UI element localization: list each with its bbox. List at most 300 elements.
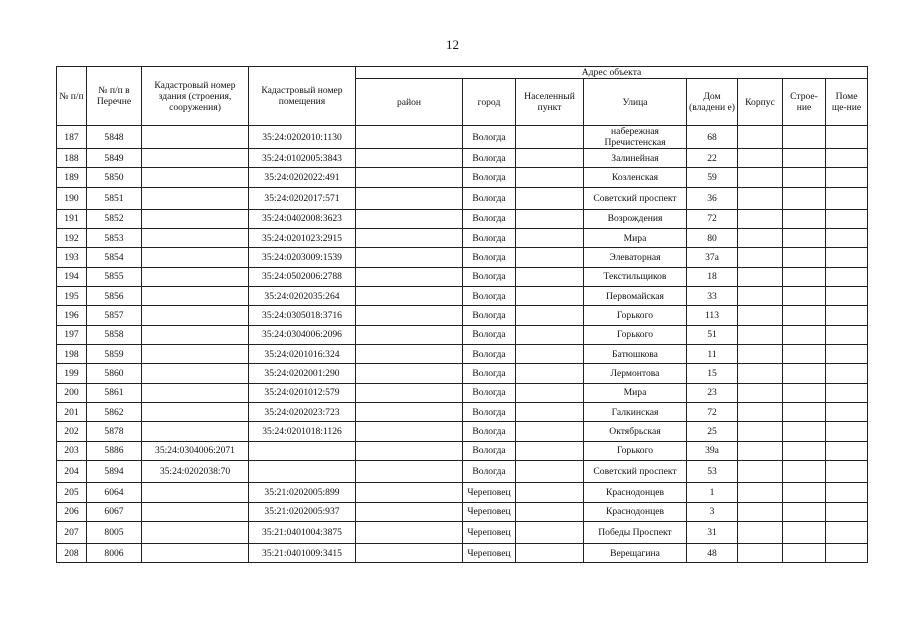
district-cell [356, 521, 463, 543]
street-cell: Советский проспект [584, 461, 687, 483]
building-cell [783, 306, 826, 325]
cadastral-building-cell [142, 521, 249, 543]
cadastral-building-cell [142, 483, 249, 502]
house-cell: 11 [687, 345, 738, 364]
building-cell [783, 325, 826, 344]
list-number: 5851 [87, 187, 142, 209]
cadastral-building-cell [142, 403, 249, 422]
cadastral-building-cell [142, 248, 249, 267]
street-cell: Галкинская [584, 403, 687, 422]
room-cell [826, 168, 868, 187]
cadastral-building-cell [142, 126, 249, 149]
table-row [57, 345, 868, 364]
korpus-cell [738, 403, 783, 422]
city-cell: Вологда [463, 422, 516, 441]
street-cell: Возрождения [584, 209, 687, 228]
row-number: 207 [57, 521, 87, 543]
house-cell: 22 [687, 149, 738, 168]
building-cell [783, 521, 826, 543]
list-number: 5854 [87, 248, 142, 267]
cadastral-premise-cell: 35:21:0202005:937 [249, 502, 356, 521]
city-cell: Череповец [463, 543, 516, 562]
header-settlement: Населенный пункт [516, 79, 584, 126]
city-cell: Вологда [463, 287, 516, 306]
header-cadastral-building: Кадастровый номер здания (строения, сооружения) [142, 67, 249, 126]
table-body [57, 126, 868, 563]
district-cell [356, 325, 463, 344]
street-cell: Советский проспект [584, 187, 687, 209]
building-cell [783, 483, 826, 502]
house-cell: 36 [687, 187, 738, 209]
row-number: 198 [57, 345, 87, 364]
korpus-cell [738, 364, 783, 383]
list-number: 5878 [87, 422, 142, 441]
city-cell: Вологда [463, 126, 516, 149]
building-cell [783, 422, 826, 441]
house-cell: 31 [687, 521, 738, 543]
cadastral-building-cell [142, 325, 249, 344]
cadastral-premise-cell: 35:24:0201012:579 [249, 383, 356, 402]
cadastral-premise-cell: 35:24:0402008:3623 [249, 209, 356, 228]
korpus-cell [738, 441, 783, 460]
table-row [57, 267, 868, 286]
building-cell [783, 168, 826, 187]
district-cell [356, 306, 463, 325]
room-cell [826, 345, 868, 364]
cadastral-premise-cell: 35:24:0202010:1130 [249, 126, 356, 149]
building-cell [783, 149, 826, 168]
street-cell: набережная Пречистенская [584, 126, 687, 149]
row-number: 194 [57, 267, 87, 286]
city-cell: Череповец [463, 502, 516, 521]
row-number: 189 [57, 168, 87, 187]
header-list-num: № п/п в Перечне [87, 67, 142, 126]
list-number: 5886 [87, 441, 142, 460]
table-row [57, 126, 868, 149]
cadastral-premise-cell: 35:24:0201018:1126 [249, 422, 356, 441]
cadastral-building-cell: 35:24:0304006:2071 [142, 441, 249, 460]
header-room: Поме ще-ние [826, 79, 868, 126]
house-cell: 59 [687, 168, 738, 187]
house-cell: 113 [687, 306, 738, 325]
table-row [57, 483, 868, 502]
city-cell: Вологда [463, 345, 516, 364]
table-header [57, 67, 868, 126]
korpus-cell [738, 543, 783, 562]
list-number: 5848 [87, 126, 142, 149]
cadastral-building-cell [142, 168, 249, 187]
city-cell: Череповец [463, 483, 516, 502]
korpus-cell [738, 422, 783, 441]
district-cell [356, 345, 463, 364]
city-cell: Вологда [463, 149, 516, 168]
cadastral-premise-cell: 35:24:0202017:571 [249, 187, 356, 209]
table-row [57, 325, 868, 344]
district-cell [356, 229, 463, 248]
header-city: город [463, 79, 516, 126]
city-cell: Вологда [463, 168, 516, 187]
city-cell: Вологда [463, 248, 516, 267]
district-cell [356, 149, 463, 168]
building-cell [783, 209, 826, 228]
list-number: 5853 [87, 229, 142, 248]
room-cell [826, 403, 868, 422]
house-cell: 1 [687, 483, 738, 502]
cadastral-building-cell [142, 209, 249, 228]
row-number: 196 [57, 306, 87, 325]
city-cell: Вологда [463, 229, 516, 248]
row-number: 197 [57, 325, 87, 344]
street-cell: Победы Проспект [584, 521, 687, 543]
korpus-cell [738, 502, 783, 521]
settlement-cell [516, 403, 584, 422]
row-number: 188 [57, 149, 87, 168]
room-cell [826, 306, 868, 325]
table-row [57, 441, 868, 460]
header-cadastral-premise: Кадастровый номер помещения [249, 67, 356, 126]
cadastral-premise-cell: 35:24:0305018:3716 [249, 306, 356, 325]
building-cell [783, 345, 826, 364]
cadastral-premise-cell: 35:24:0201023:2915 [249, 229, 356, 248]
list-number: 5894 [87, 461, 142, 483]
house-cell: 80 [687, 229, 738, 248]
cadastral-building-cell [142, 364, 249, 383]
list-number: 5856 [87, 287, 142, 306]
room-cell [826, 209, 868, 228]
list-number: 6064 [87, 483, 142, 502]
cadastral-premise-cell [249, 441, 356, 460]
row-number: 205 [57, 483, 87, 502]
settlement-cell [516, 306, 584, 325]
korpus-cell [738, 209, 783, 228]
settlement-cell [516, 441, 584, 460]
city-cell: Череповец [463, 521, 516, 543]
house-cell: 51 [687, 325, 738, 344]
korpus-cell [738, 345, 783, 364]
list-number: 5861 [87, 383, 142, 402]
settlement-cell [516, 126, 584, 149]
header-building: Строе-ние [783, 79, 826, 126]
header-street: Улица [584, 79, 687, 126]
settlement-cell [516, 383, 584, 402]
house-cell: 25 [687, 422, 738, 441]
cadastral-premise-cell: 35:24:0203009:1539 [249, 248, 356, 267]
list-number: 5855 [87, 267, 142, 286]
header-korpus: Корпус [738, 79, 783, 126]
table-row [57, 502, 868, 521]
room-cell [826, 483, 868, 502]
settlement-cell [516, 168, 584, 187]
district-cell [356, 461, 463, 483]
cadastral-building-cell [142, 149, 249, 168]
building-cell [783, 403, 826, 422]
row-number: 203 [57, 441, 87, 460]
row-number: 204 [57, 461, 87, 483]
house-cell: 18 [687, 267, 738, 286]
cadastral-premise-cell: 35:24:0202035:264 [249, 287, 356, 306]
korpus-cell [738, 306, 783, 325]
street-cell: Батюшкова [584, 345, 687, 364]
district-cell [356, 248, 463, 267]
cadastral-premise-cell: 35:21:0202005:899 [249, 483, 356, 502]
street-cell: Горького [584, 441, 687, 460]
table-row [57, 248, 868, 267]
district-cell [356, 383, 463, 402]
list-number: 5860 [87, 364, 142, 383]
building-cell [783, 287, 826, 306]
settlement-cell [516, 248, 584, 267]
district-cell [356, 287, 463, 306]
korpus-cell [738, 168, 783, 187]
room-cell [826, 126, 868, 149]
table-row [57, 229, 868, 248]
table-row [57, 187, 868, 209]
district-cell [356, 267, 463, 286]
row-number: 195 [57, 287, 87, 306]
street-cell: Верещагина [584, 543, 687, 562]
korpus-cell [738, 325, 783, 344]
cadastral-premise-cell: 35:24:0304006:2096 [249, 325, 356, 344]
settlement-cell [516, 149, 584, 168]
cadastral-building-cell [142, 383, 249, 402]
room-cell [826, 248, 868, 267]
cadastral-building-cell [142, 543, 249, 562]
list-number: 5852 [87, 209, 142, 228]
room-cell [826, 287, 868, 306]
list-number: 8006 [87, 543, 142, 562]
district-cell [356, 364, 463, 383]
settlement-cell [516, 502, 584, 521]
settlement-cell [516, 229, 584, 248]
cadastral-building-cell [142, 267, 249, 286]
house-cell: 3 [687, 502, 738, 521]
page-number: 12 [446, 37, 459, 52]
room-cell [826, 149, 868, 168]
city-cell: Вологда [463, 267, 516, 286]
cadastral-building-cell [142, 422, 249, 441]
table-row [57, 422, 868, 441]
row-number: 193 [57, 248, 87, 267]
list-number: 5857 [87, 306, 142, 325]
cadastral-building-cell [142, 287, 249, 306]
house-cell: 72 [687, 403, 738, 422]
table-row [57, 168, 868, 187]
cadastral-building-cell [142, 502, 249, 521]
korpus-cell [738, 187, 783, 209]
cadastral-premise-cell: 35:21:0401009:3415 [249, 543, 356, 562]
row-number: 192 [57, 229, 87, 248]
row-number: 208 [57, 543, 87, 562]
cadastral-premise-cell: 35:24:0202001:290 [249, 364, 356, 383]
settlement-cell [516, 325, 584, 344]
korpus-cell [738, 267, 783, 286]
header-num: № п/п [57, 67, 87, 126]
building-cell [783, 267, 826, 286]
district-cell [356, 502, 463, 521]
building-cell [783, 502, 826, 521]
property-registry-table [56, 66, 868, 563]
korpus-cell [738, 461, 783, 483]
cadastral-premise-cell: 35:24:0202023:723 [249, 403, 356, 422]
table-row [57, 521, 868, 543]
building-cell [783, 364, 826, 383]
building-cell [783, 383, 826, 402]
table-row [57, 461, 868, 483]
house-cell: 39а [687, 441, 738, 460]
settlement-cell [516, 364, 584, 383]
street-cell: Мира [584, 229, 687, 248]
city-cell: Вологда [463, 209, 516, 228]
settlement-cell [516, 345, 584, 364]
header-house: Дом (владени е) [687, 79, 738, 126]
street-cell: Краснодонцев [584, 483, 687, 502]
cadastral-building-cell: 35:24:0202038:70 [142, 461, 249, 483]
street-cell: Горького [584, 325, 687, 344]
street-cell: Октябрьская [584, 422, 687, 441]
row-number: 199 [57, 364, 87, 383]
street-cell: Краснодонцев [584, 502, 687, 521]
district-cell [356, 543, 463, 562]
row-number: 191 [57, 209, 87, 228]
row-number: 200 [57, 383, 87, 402]
building-cell [783, 543, 826, 562]
street-cell: Горького [584, 306, 687, 325]
list-number: 6067 [87, 502, 142, 521]
list-number: 5862 [87, 403, 142, 422]
district-cell [356, 422, 463, 441]
room-cell [826, 325, 868, 344]
district-cell [356, 441, 463, 460]
cadastral-building-cell [142, 306, 249, 325]
building-cell [783, 461, 826, 483]
house-cell: 15 [687, 364, 738, 383]
room-cell [826, 383, 868, 402]
room-cell [826, 229, 868, 248]
house-cell: 68 [687, 126, 738, 149]
table-row [57, 149, 868, 168]
row-number: 202 [57, 422, 87, 441]
row-number: 201 [57, 403, 87, 422]
building-cell [783, 126, 826, 149]
building-cell [783, 441, 826, 460]
list-number: 5858 [87, 325, 142, 344]
room-cell [826, 543, 868, 562]
room-cell [826, 364, 868, 383]
room-cell [826, 422, 868, 441]
korpus-cell [738, 229, 783, 248]
city-cell: Вологда [463, 383, 516, 402]
street-cell: Текстильщиков [584, 267, 687, 286]
cadastral-premise-cell: 35:24:0201016:324 [249, 345, 356, 364]
settlement-cell [516, 483, 584, 502]
district-cell [356, 187, 463, 209]
header-district: район [356, 79, 463, 126]
house-cell: 37а [687, 248, 738, 267]
table-row [57, 364, 868, 383]
table-row [57, 287, 868, 306]
list-number: 5850 [87, 168, 142, 187]
room-cell [826, 267, 868, 286]
house-cell: 72 [687, 209, 738, 228]
district-cell [356, 403, 463, 422]
city-cell: Вологда [463, 364, 516, 383]
table-row [57, 306, 868, 325]
korpus-cell [738, 483, 783, 502]
street-cell: Залинейная [584, 149, 687, 168]
city-cell: Вологда [463, 441, 516, 460]
street-cell: Козленская [584, 168, 687, 187]
room-cell [826, 187, 868, 209]
list-number: 5849 [87, 149, 142, 168]
cadastral-premise-cell: 35:24:0202022:491 [249, 168, 356, 187]
district-cell [356, 483, 463, 502]
house-cell: 23 [687, 383, 738, 402]
room-cell [826, 441, 868, 460]
cadastral-premise-cell: 35:21:0401004:3875 [249, 521, 356, 543]
list-number: 5859 [87, 345, 142, 364]
building-cell [783, 229, 826, 248]
settlement-cell [516, 461, 584, 483]
city-cell: Вологда [463, 306, 516, 325]
district-cell [356, 126, 463, 149]
street-cell: Первомайская [584, 287, 687, 306]
table-row [57, 209, 868, 228]
row-number: 206 [57, 502, 87, 521]
city-cell: Вологда [463, 403, 516, 422]
house-cell: 48 [687, 543, 738, 562]
korpus-cell [738, 287, 783, 306]
table-row [57, 403, 868, 422]
cadastral-premise-cell: 35:24:0102005:3843 [249, 149, 356, 168]
list-number: 8005 [87, 521, 142, 543]
city-cell: Вологда [463, 325, 516, 344]
room-cell [826, 461, 868, 483]
korpus-cell [738, 521, 783, 543]
korpus-cell [738, 126, 783, 149]
street-cell: Мира [584, 383, 687, 402]
house-cell: 53 [687, 461, 738, 483]
building-cell [783, 187, 826, 209]
cadastral-building-cell [142, 229, 249, 248]
settlement-cell [516, 543, 584, 562]
settlement-cell [516, 287, 584, 306]
house-cell: 33 [687, 287, 738, 306]
city-cell: Вологда [463, 461, 516, 483]
korpus-cell [738, 149, 783, 168]
district-cell [356, 209, 463, 228]
table-row [57, 543, 868, 562]
row-number: 190 [57, 187, 87, 209]
cadastral-premise-cell [249, 461, 356, 483]
cadastral-premise-cell: 35:24:0502006:2788 [249, 267, 356, 286]
table-row [57, 383, 868, 402]
district-cell [356, 168, 463, 187]
settlement-cell [516, 187, 584, 209]
korpus-cell [738, 383, 783, 402]
settlement-cell [516, 521, 584, 543]
room-cell [826, 502, 868, 521]
korpus-cell [738, 248, 783, 267]
row-number: 187 [57, 126, 87, 149]
header-address-group: Адрес объекта [356, 67, 868, 79]
cadastral-building-cell [142, 345, 249, 364]
street-cell: Лермонтова [584, 364, 687, 383]
room-cell [826, 521, 868, 543]
cadastral-building-cell [142, 187, 249, 209]
city-cell: Вологда [463, 187, 516, 209]
building-cell [783, 248, 826, 267]
settlement-cell [516, 422, 584, 441]
